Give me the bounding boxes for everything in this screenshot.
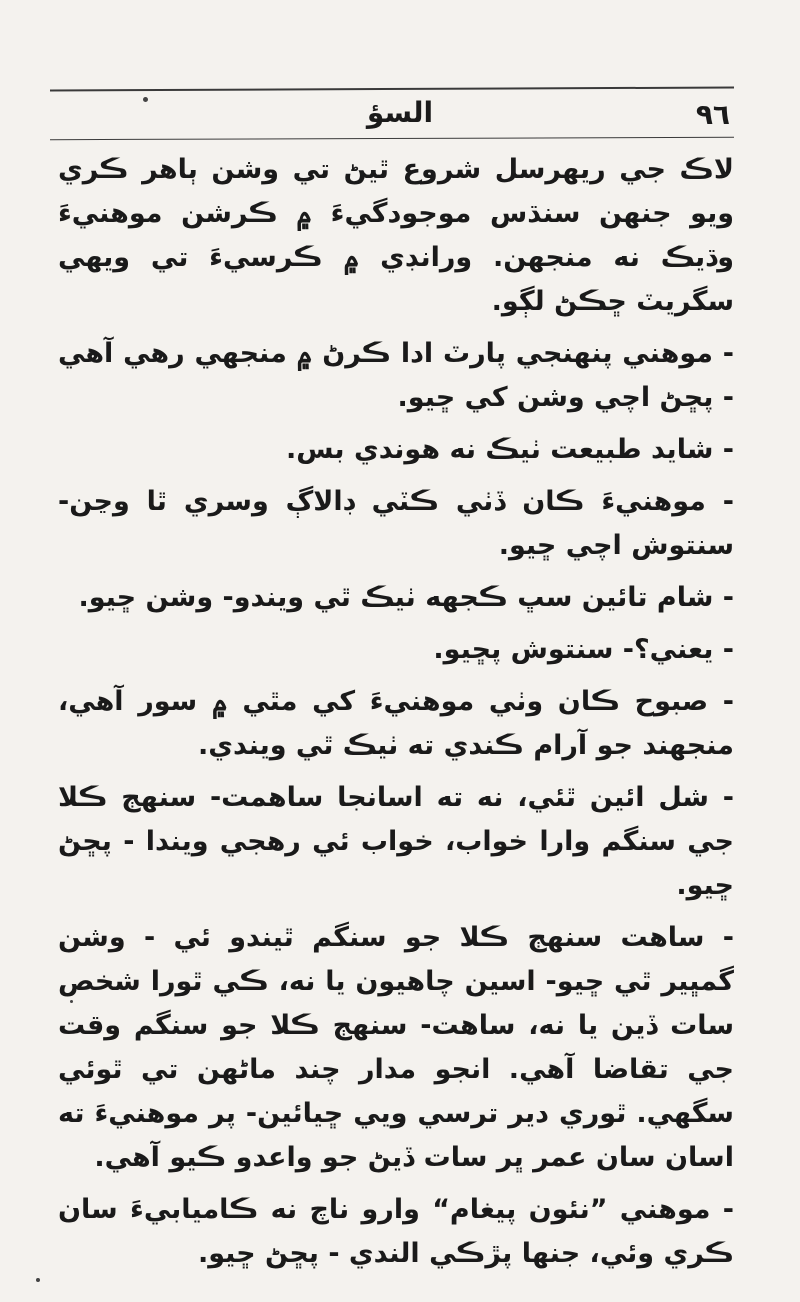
paragraph: - موهني پنهنجي پارٽ ادا ڪرڻ ۾ منجهي رهي آهي - پڇڻ اچي وشن کي ڇيو. xyxy=(58,338,734,413)
paragraph: - يعني؟- سنتوش پڇيو. xyxy=(433,634,734,665)
paragraph: - موهني ”نئون پيغام“ وارو ناچ نه ڪاميابيءَ سان ڪري وئي، جنها پڙڪي الندي - پڇڻ ڇيو. xyxy=(58,1194,734,1269)
paper-speck xyxy=(143,97,148,102)
page-header xyxy=(70,92,730,138)
paragraph: لاڪ جي ريهرسل شروع ٿيڻ تي وشن ٻاهر ڪري ويو جنهن سنڌس موجودگيءَ ۾ ڪرشن موهنيءَ وڌيڪ نه منجهن. ورانڊي ۾ ڪرسيءَ تي ويهي سگريٽ ڇڪڻ لڳو. xyxy=(58,154,734,317)
page-title: السؤ xyxy=(366,96,434,129)
paragraph: - شل ائين ٿئي، نه ته اسانجا ساهمت- سنهڄ ڪلا جي سنگم وارا خواب، خواب ئي رهجي ويندا - پڇڻ ڇيو. xyxy=(58,782,734,901)
paragraph: - شام تائين سڀ ڪجهه ٺيڪ ٿي ويندو- وشن ڇيو. xyxy=(78,582,734,613)
paragraph: - موهنيءَ ڪان ڏٺي ڪٽي ڊالاڳ وسري ٿا وڃن- سنتوش اچي ڇيو. xyxy=(58,486,734,561)
paragraph: - ساهت سنهڄ ڪلا جو سنگم ٿيندو ئي - وشن گمڀير ٿي ڇيو- اسين چاهيون يا نه، ڪي ٿورا شخص سات ڏين يا نه، ساهت- سنهڄ ڪلا جو سنگم وقت جي تقاضا آهي. انجو مدار چند ماڻهن تي ٿوئي سگهي. ٿوري دير ترسي ويي ڇيائين- پر موهنيءَ ته اسان سان عمر ڀر سات ڏيڻ جو واعدو ڪيو آهي. xyxy=(58,922,734,1173)
paragraph: - شايد طبيعت ٺيڪ نه هوندي بس. xyxy=(285,434,734,465)
page-body xyxy=(58,148,734,1284)
header-top-rule xyxy=(50,87,734,92)
page-number: ٩٦ xyxy=(695,98,730,131)
paragraph: - صبوح ڪان وٺي موهنيءَ کي مٿي ۾ سور آهي، منجهند جو آرام ڪندي ته ٺيڪ ٿي ويندي. xyxy=(58,686,734,761)
paper-speck xyxy=(36,1278,40,1282)
paper-speck xyxy=(70,1000,73,1003)
